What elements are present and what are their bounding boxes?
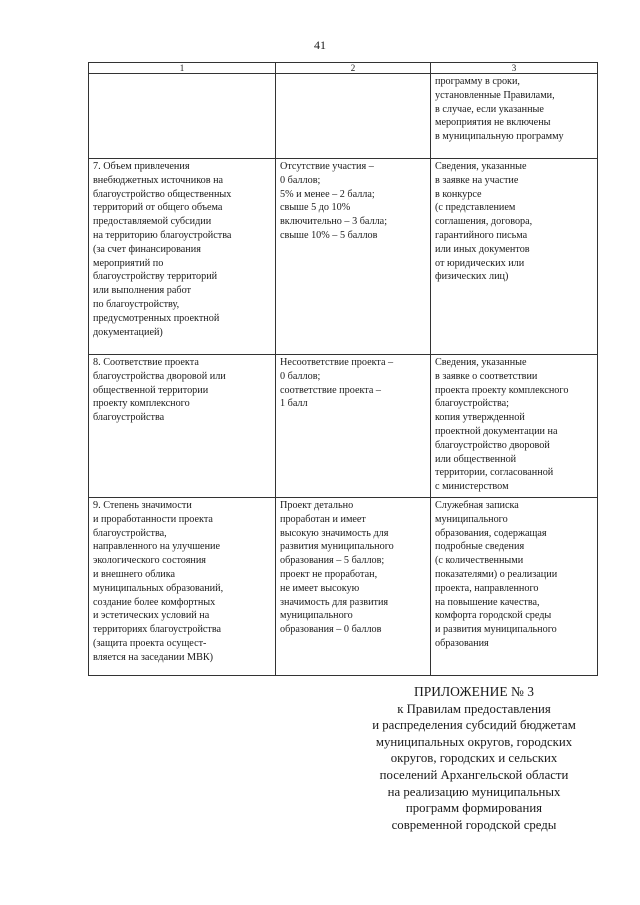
column-header-2: 2 [276, 63, 431, 74]
column-header-1: 1 [89, 63, 276, 74]
source-cell: программу в сроки, установленные Правилами, в случае, если указанные мероприятия не включены в муниципальную программу [431, 74, 598, 159]
column-header-3: 3 [431, 63, 598, 74]
criterion-cell: 9. Степень значимости и проработанности проекта благоустройства, направленного на улучшение экологического состояния и внешнего облика муниципальных образований, создание более комфортных и эстетических условий на территориях благоустройства (защита проекта осущест- вляется на заседании МВК) [89, 498, 276, 676]
criterion-cell: 8. Соответствие проекта благоустройства дворовой или общественной территории проекту комплексного благоустройства [89, 355, 276, 498]
source-cell: Служебная записка муниципального образования, содержащая подробные сведения (с количественными показателями) о реализации проекта, направленного на повышение качества, комфорта городской среды и развития муниципального образования [431, 498, 598, 676]
source-cell: Сведения, указанные в заявке о соответствии проекта проекту комплексного благоустройства; копия утвержденной проектной документации на благоустройство дворовой или общественной территории, согласованной с министерством [431, 355, 598, 498]
criterion-cell [89, 74, 276, 159]
criteria-table [88, 62, 598, 676]
table-row [89, 159, 598, 355]
appendix-body: к Правилам предоставления и распределения субсидий бюджетам муниципальных округов, городских округов, городских и сельских поселений Архангельской области на реализацию муниципальных программ формирования современной городской среды [372, 701, 576, 832]
table-header-row [89, 63, 598, 74]
source-cell: Сведения, указанные в заявке на участие в конкурсе (с представлением соглашения, договора, гарантийного письма или иных документов от юридических или физических лиц) [431, 159, 598, 355]
appendix-block [320, 684, 628, 833]
table-row [89, 74, 598, 159]
scoring-cell: Несоответствие проекта – 0 баллов; соответствие проекта – 1 балл [276, 355, 431, 498]
page-number: 41 [314, 38, 326, 52]
scoring-cell [276, 74, 431, 159]
scoring-cell: Проект детально проработан и имеет высокую значимость для развития муниципального образования – 5 баллов; проект не проработан, не имеет высокую значимость для развития муниципального образования – 0 баллов [276, 498, 431, 676]
appendix-title: ПРИЛОЖЕНИЕ № 3 [413, 684, 535, 699]
table-row [89, 355, 598, 498]
table-row [89, 498, 598, 676]
criterion-cell: 7. Объем привлечения внебюджетных источников на благоустройство общественных территорий от общего объема предоставляемой субсидии на территорию благоустройства (за счет финансирования мероприятий по благоустройству территорий или выполнения работ по благоустройству, предусмотренных проектной документацией) [89, 159, 276, 355]
scoring-cell: Отсутствие участия – 0 баллов; 5% и менее – 2 балла; свыше 5 до 10% включительно – 3 балла; свыше 10% – 5 баллов [276, 159, 431, 355]
